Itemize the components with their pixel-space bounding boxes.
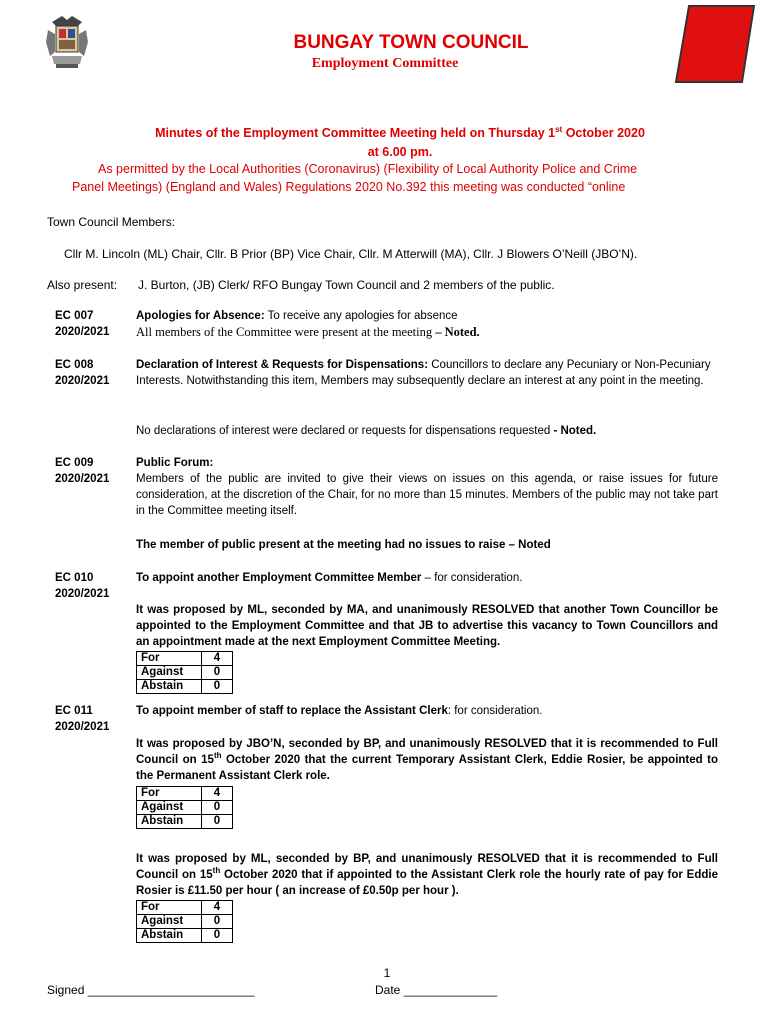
vote-row-for bbox=[137, 652, 233, 666]
also-present-text: J. Burton, (JB) Clerk/ RFO Bungay Town Council and 2 members of the public. bbox=[138, 278, 555, 292]
council-name: BUNGAY TOWN COUNCIL bbox=[293, 32, 529, 53]
vote-row-abstain bbox=[137, 929, 233, 943]
ec008-ref bbox=[55, 357, 135, 389]
page-number: 1 bbox=[383, 966, 391, 980]
ec008-heading: Declaration of Interest & Requests for Dispensations: bbox=[136, 359, 429, 371]
ec010-resolution: It was proposed by ML, seconded by MA, and unanimously RESOLVED that another Town Councillor be appointed to the Employment Committee and that JB to advertise this vacancy to Town Councillors and an appointment made at the next Employment Committee Meeting. bbox=[136, 604, 718, 648]
ec007-ref bbox=[55, 308, 135, 340]
ec011-res2-pre: It was proposed by ML, seconded by BP, and unanimously RESOLVED that it is recommended to Full Council on 15 bbox=[136, 853, 718, 881]
vote-value: 0 bbox=[202, 801, 233, 815]
ec008-text: Councillors to declare any Pecuniary or Non-Pecuniary Interests. Notwithstanding this item, Members may subsequently declare an interest at any point in the meeting. bbox=[136, 359, 711, 387]
ec010-text: – for consideration. bbox=[421, 572, 523, 584]
ec009-note: The member of public present at the meeting had no issues to raise – Noted bbox=[136, 539, 551, 551]
ec011-year: 2020/2021 bbox=[55, 721, 110, 733]
ec007-code: EC 007 bbox=[55, 310, 94, 322]
ec008-agenda bbox=[136, 357, 718, 389]
vote-row-abstain bbox=[137, 680, 233, 694]
date-line: Date ______________ bbox=[375, 983, 498, 997]
vote-value: 0 bbox=[202, 666, 233, 680]
ec007-body bbox=[136, 308, 718, 340]
ec007-text: To receive any apologies for absence bbox=[264, 310, 458, 322]
vote-label: Abstain bbox=[137, 680, 202, 694]
ec011-text: : for consideration. bbox=[447, 705, 543, 717]
ec010-ref bbox=[55, 570, 135, 602]
ec011-heading: To appoint member of staff to replace the Assistant Clerk bbox=[136, 705, 448, 717]
vote-row-against bbox=[137, 801, 233, 815]
members-heading: Town Council Members: bbox=[47, 215, 176, 229]
committee-name: Employment Committee bbox=[311, 56, 459, 71]
ec011-resolution-1 bbox=[136, 736, 718, 784]
ec009-ref bbox=[55, 455, 135, 487]
vote-value: 0 bbox=[202, 815, 233, 829]
ec010-vote-table bbox=[136, 651, 233, 694]
vote-value: 4 bbox=[202, 787, 233, 801]
ec008-note bbox=[136, 423, 718, 439]
ec008-year: 2020/2021 bbox=[55, 375, 110, 387]
vote-value: 0 bbox=[202, 915, 233, 929]
vote-row-against bbox=[137, 666, 233, 680]
ec008-note-text: No declarations of interest were declared or requests for dispensations requested bbox=[136, 425, 554, 437]
ec007-noted: – Noted. bbox=[432, 325, 480, 339]
ec009-body bbox=[136, 455, 718, 519]
ec009-heading: Public Forum: bbox=[136, 457, 214, 469]
vote-label: Abstain bbox=[137, 929, 202, 943]
ec008-code: EC 008 bbox=[55, 359, 94, 371]
ec008-noted: - Noted. bbox=[553, 425, 597, 437]
meeting-title bbox=[0, 125, 770, 141]
ec011-ref bbox=[55, 703, 135, 735]
ec008-body bbox=[136, 357, 718, 389]
ec010-year: 2020/2021 bbox=[55, 588, 110, 600]
ec011-res1-sup: th bbox=[213, 751, 222, 761]
vote-row-abstain bbox=[137, 815, 233, 829]
ec007-note bbox=[136, 324, 718, 340]
signed-line: Signed _________________________ bbox=[47, 983, 255, 997]
vote-label: Against bbox=[137, 915, 202, 929]
title-line1-post: October 2020 bbox=[562, 126, 645, 140]
ec011-res1-post: October 2020 that the current Temporary Assistant Clerk, Eddie Rosier, be appointed to the Permanent Assistant Clerk role. bbox=[136, 754, 718, 782]
permitted-line-2: Panel Meetings) (England and Wales) Regulations 2020 No.392 this meeting was conducted “online bbox=[72, 180, 626, 194]
ec007-agenda bbox=[136, 308, 718, 324]
ec011-agenda bbox=[136, 703, 718, 719]
ec010-heading: To appoint another Employment Committee Member bbox=[136, 572, 422, 584]
title-line1-pre: Minutes of the Employment Committee Meeting held on Thursday 1 bbox=[155, 126, 556, 140]
ec011-res1-pre: It was proposed by JBO’N, seconded by BP, and unanimously RESOLVED that it is recommended to Full Council on 15 bbox=[136, 738, 718, 766]
vote-value: 4 bbox=[202, 652, 233, 666]
vote-label: Against bbox=[137, 666, 202, 680]
permitted-line-1: As permitted by the Local Authorities (Coronavirus) (Flexibility of Local Authority Police and Crime bbox=[98, 162, 638, 176]
ec011-resolution-2 bbox=[136, 851, 718, 899]
ec011-res2-post: October 2020 that if appointed to the Assistant Clerk role the hourly rate of pay for Eddie Rosier is £11.50 per hour ( an increase of £0.50p per hour ). bbox=[136, 869, 718, 897]
vote-label: For bbox=[137, 652, 202, 666]
vote-label: For bbox=[137, 787, 202, 801]
ec011-res2-sup: th bbox=[212, 866, 221, 876]
ec007-heading: Apologies for Absence: bbox=[136, 310, 265, 322]
vote-label: Abstain bbox=[137, 815, 202, 829]
ec010-agenda bbox=[136, 570, 718, 586]
vote-label: Against bbox=[137, 801, 202, 815]
vote-value: 4 bbox=[202, 901, 233, 915]
ec007-year: 2020/2021 bbox=[55, 326, 110, 338]
meeting-time: at 6.00 pm. bbox=[367, 145, 433, 159]
ec009-text: Members of the public are invited to give their views on issues on this agenda, or raise issues for future consideration, at the discretion of the Chair, for no more than 15 minutes. Members of the public may not take part in the Committee meeting itself. bbox=[136, 473, 718, 517]
ec010-code: EC 010 bbox=[55, 572, 94, 584]
ec009-code: EC 009 bbox=[55, 457, 94, 469]
ec011-vote-table-1 bbox=[136, 786, 233, 829]
vote-row-for bbox=[137, 901, 233, 915]
vote-label: For bbox=[137, 901, 202, 915]
ec011-vote-table-2 bbox=[136, 900, 233, 943]
also-present-label: Also present: bbox=[47, 278, 118, 292]
title-line1-sup: st bbox=[555, 124, 563, 134]
vote-row-against bbox=[137, 915, 233, 929]
members-list: Cllr M. Lincoln (ML) Chair, Cllr. B Prior (BP) Vice Chair, Cllr. M Atterwill (MA), Cllr. J Blowers O’Neill (JBO’N). bbox=[64, 247, 638, 261]
vote-value: 0 bbox=[202, 680, 233, 694]
ec011-code: EC 011 bbox=[55, 705, 93, 717]
vote-value: 0 bbox=[202, 929, 233, 943]
vote-row-for bbox=[137, 787, 233, 801]
ec009-year: 2020/2021 bbox=[55, 473, 110, 485]
ec007-note-text: All members of the Committee were present at the meeting bbox=[136, 325, 433, 339]
